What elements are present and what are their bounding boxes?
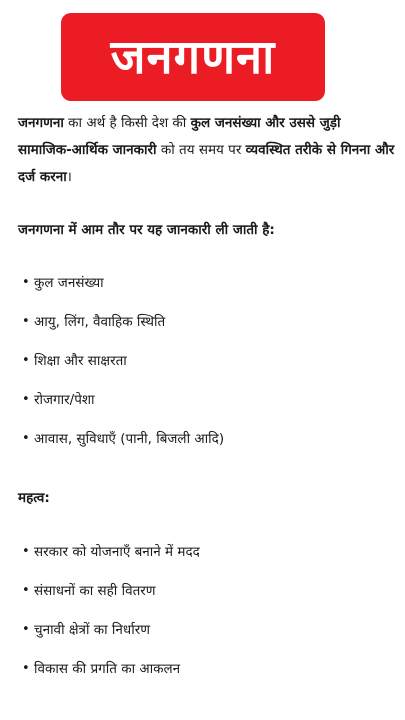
list-item	[22, 351, 392, 390]
list-item	[22, 542, 392, 581]
importance-heading: महत्व:	[18, 490, 50, 506]
bullet-icon: •	[22, 622, 30, 637]
list-item-text: संसाधनों का सही वितरण	[34, 583, 156, 599]
list-item	[22, 659, 392, 698]
list-item-text: चुनावी क्षेत्रों का निर्धारण	[34, 622, 151, 638]
list-item-text: कुल जनसंख्या	[34, 275, 104, 291]
intro-paragraph	[18, 110, 398, 191]
list-item-text: शिक्षा और साक्षरता	[34, 353, 127, 369]
importance-list	[22, 542, 392, 698]
list-item-text: रोजगार/पेशा	[34, 392, 95, 408]
bullet-icon: •	[22, 431, 30, 446]
list-item-text: सरकार को योजनाएँ बनाने में मदद	[34, 544, 200, 560]
list-item	[22, 620, 392, 659]
list-item	[22, 390, 392, 429]
intro-term: जनगणना	[18, 115, 64, 131]
list-item	[22, 273, 392, 312]
bullet-icon: •	[22, 661, 30, 676]
list-item	[22, 429, 392, 468]
bullet-icon: •	[22, 353, 30, 368]
intro-text-2: को तय समय पर	[156, 142, 246, 158]
intro-text-3: ।	[66, 169, 72, 185]
info-heading: जनगणना में आम तौर पर यह जानकारी ली जाती है:	[18, 222, 275, 238]
intro-text-1: का अर्थ है किसी देश की	[63, 115, 191, 131]
list-item-text: आवास, सुविधाएँ (पानी, बिजली आदि)	[34, 431, 225, 447]
list-item-text: विकास की प्रगति का आकलन	[34, 661, 181, 677]
title-banner	[61, 13, 325, 101]
bullet-icon: •	[22, 392, 30, 407]
intro-highlight-2: व्यवस्थित तरीके से गिनना और दर्ज करना	[18, 142, 395, 185]
list-item	[22, 312, 392, 351]
intro-highlight-1: कुल जनसंख्या और उससे जुड़ी सामाजिक-आर्थिक जानकारी	[18, 115, 341, 158]
list-item-text: आयु, लिंग, वैवाहिक स्थिति	[34, 314, 166, 330]
info-list	[22, 273, 392, 468]
bullet-icon: •	[22, 583, 30, 598]
page-title: जनगणना	[110, 29, 276, 85]
list-item	[22, 581, 392, 620]
bullet-icon: •	[22, 275, 30, 290]
bullet-icon: •	[22, 544, 30, 559]
bullet-icon: •	[22, 314, 30, 329]
